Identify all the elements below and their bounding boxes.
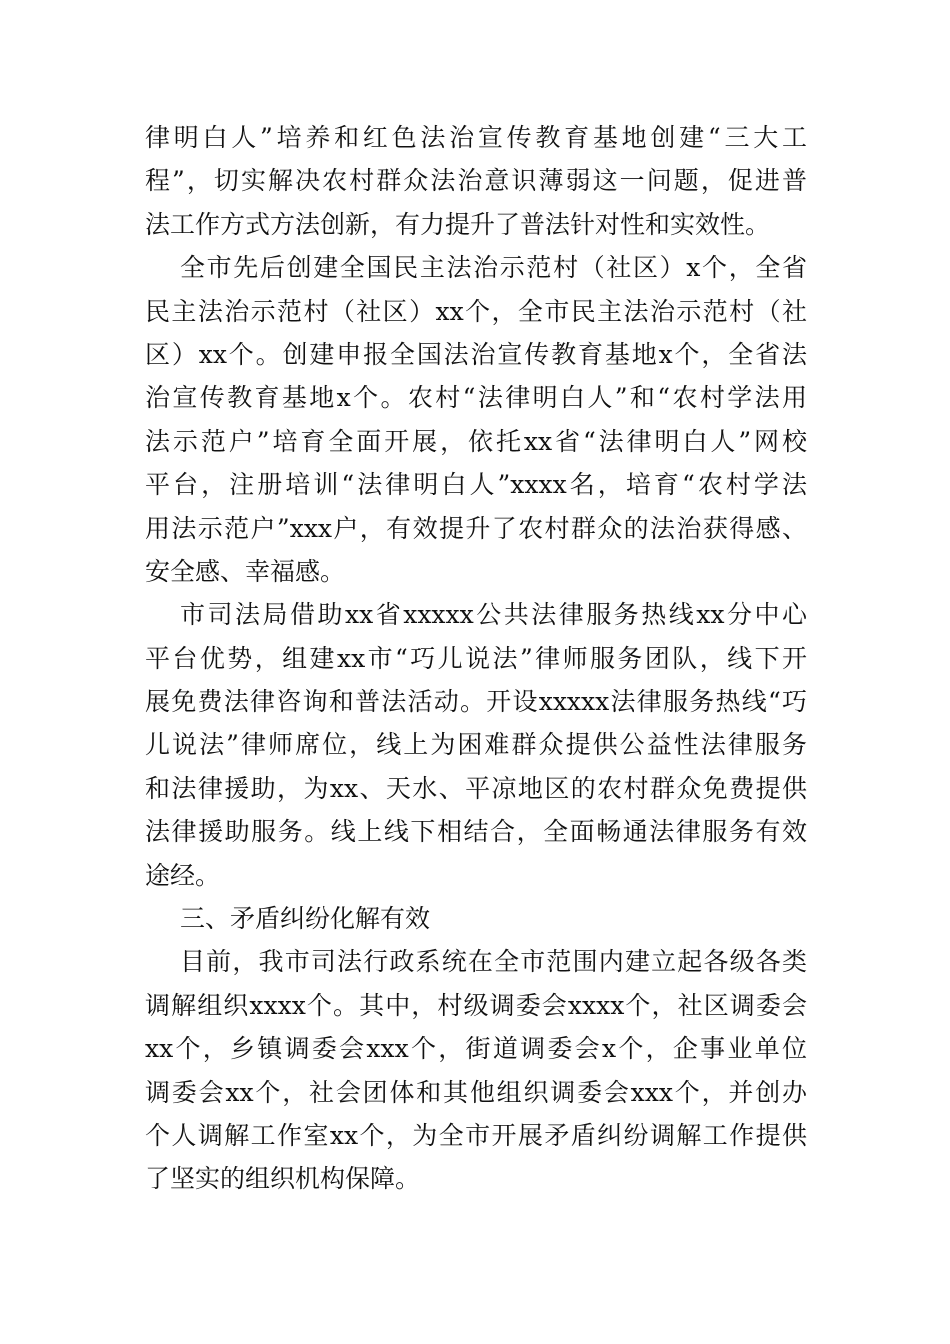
text-line: 了坚实的组织机构保障。 (145, 1164, 421, 1194)
text-line: 程”，切实解决农村群众法治意识薄弱这一问题，促进普 (145, 166, 807, 196)
paragraph-start-line: 全市先后创建全国民主法治示范村（社区）x个，全省 (180, 253, 807, 283)
text-line: 安全感、幸福感。 (145, 556, 346, 586)
document-body (145, 116, 807, 1201)
text-line: 律明白人”培养和红色法治宣传教育基地创建“三大工 (145, 123, 807, 152)
text-line: 个人调解工作室xx个，为全市开展矛盾纠纷调解工作提供 (145, 1120, 807, 1150)
text-line: 法示范户”培育全面开展，依托xx省“法律明白人”网校 (145, 426, 807, 456)
text-line: 用法示范户”xxx户，有效提升了农村群众的法治获得感、 (145, 513, 807, 543)
text-line: 途经。 (145, 860, 221, 890)
paragraph-start-line: 市司法局借助xx省xxxxx公共法律服务热线xx分中心 (180, 600, 807, 630)
paragraph-start-line: 目前，我市司法行政系统在全市范围内建立起各级各类 (180, 947, 807, 977)
text-line: 和法律援助，为xx、天水、平凉地区的农村群众免费提供 (145, 773, 807, 803)
text-line: 平台，注册培训“法律明白人”xxxx名，培育“农村学法 (145, 470, 807, 500)
text-line: 平台优势，组建xx市“巧儿说法”律师服务团队，线下开 (145, 643, 807, 673)
text-line: 民主法治示范村（社区）xx个，全市民主法治示范村（社 (145, 296, 807, 326)
text-line: 法律援助服务。线上线下相结合，全面畅通法律服务有效 (145, 817, 807, 847)
text-line: 展免费法律咨询和普法活动。开设xxxxx法律服务热线“巧 (145, 687, 807, 717)
text-line: 调委会xx个，社会团体和其他组织调委会xxx个，并创办 (145, 1077, 807, 1107)
text-line: 调解组织xxxx个。其中，村级调委会xxxx个，社区调委会 (145, 990, 807, 1020)
text-line: 法工作方式方法创新，有力提升了普法针对性和实效性。 (145, 209, 771, 239)
text-line: 区）xx个。创建申报全国法治宣传教育基地x个，全省法 (145, 339, 807, 369)
text-line: 治宣传教育基地x个。农村“法律明白人”和“农村学法用 (145, 383, 807, 413)
text-line: 儿说法”律师席位，线上为困难群众提供公益性法律服务 (145, 730, 807, 760)
text-line: xx个，乡镇调委会xxx个，街道调委会x个，企事业单位 (145, 1034, 807, 1064)
section-heading: 三、矛盾纠纷化解有效 (180, 904, 431, 934)
